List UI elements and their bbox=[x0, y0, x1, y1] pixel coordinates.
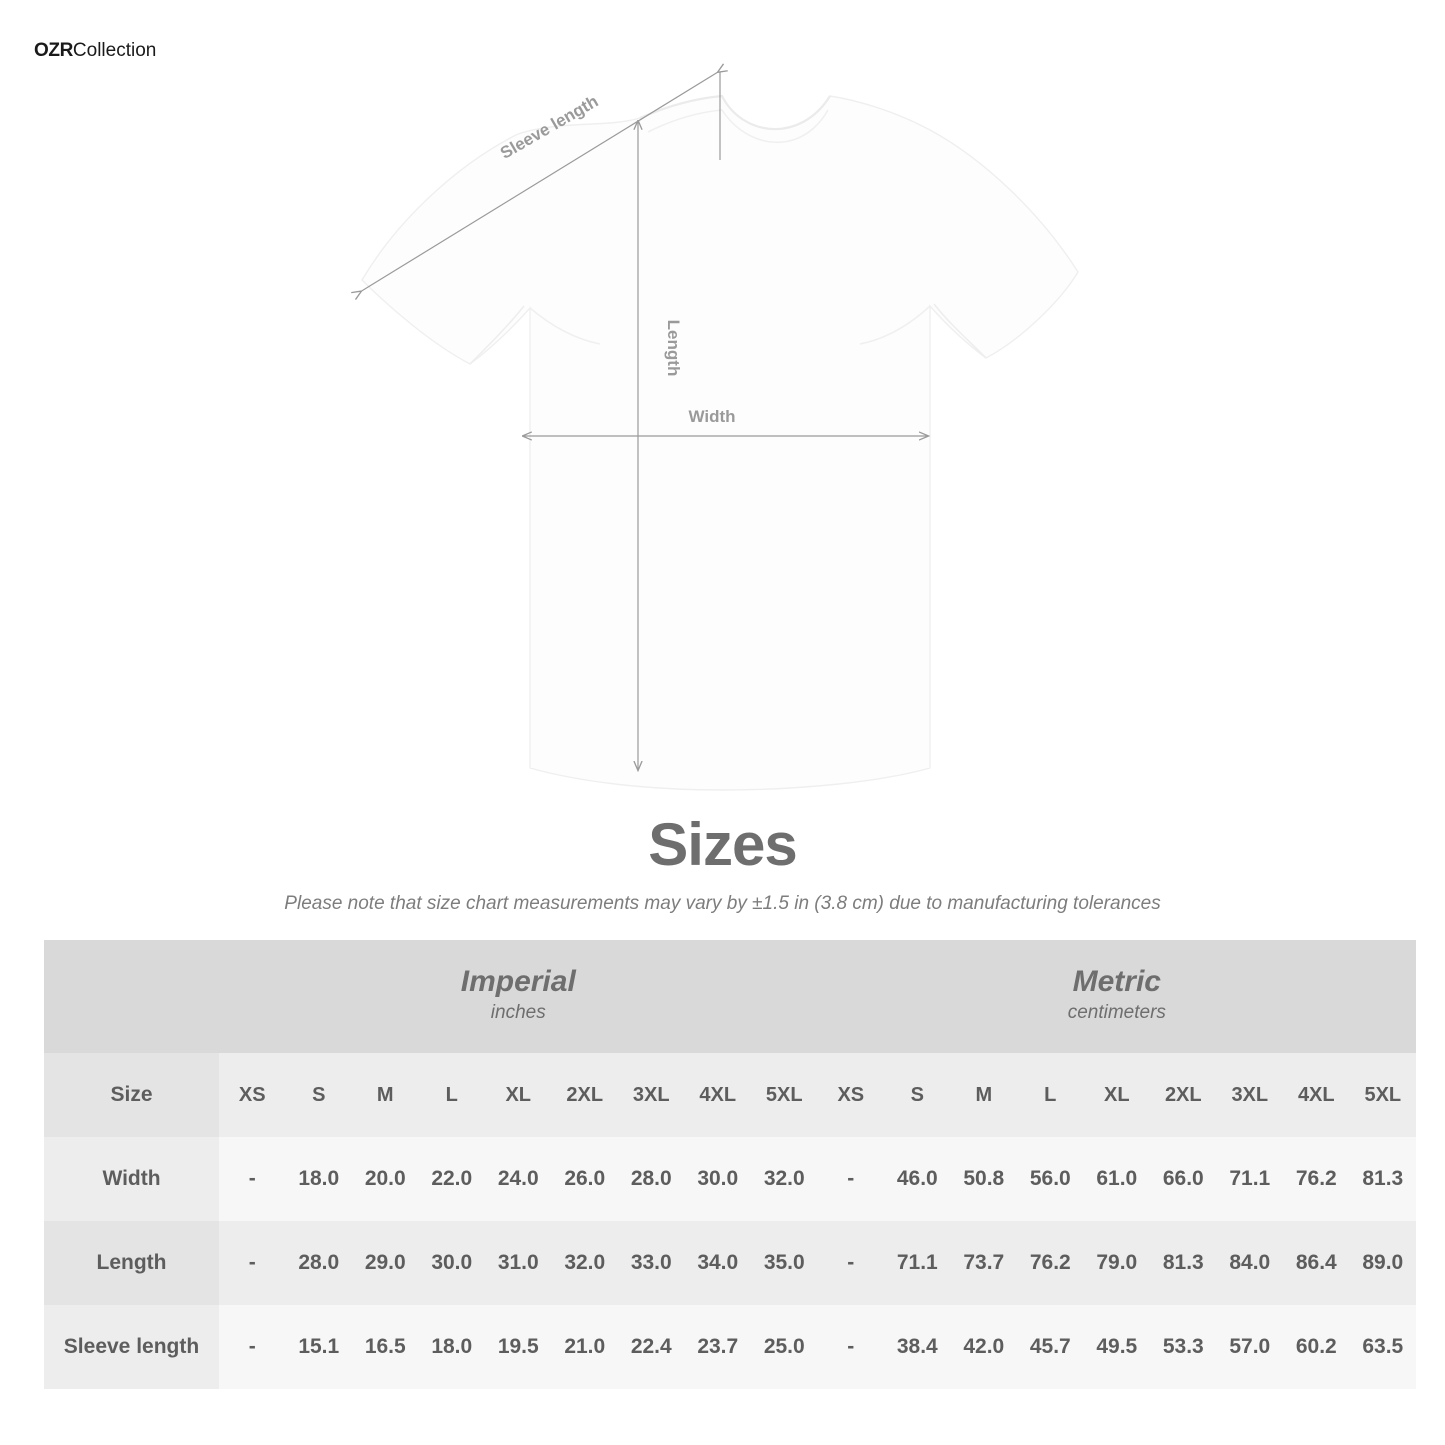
cell-sleeve-imperial-5xl: 25.0 bbox=[751, 1305, 818, 1389]
table-row bbox=[44, 1137, 1416, 1221]
cell-length-imperial-s: 28.0 bbox=[286, 1221, 353, 1305]
metric-subtitle: centimeters bbox=[1067, 1001, 1166, 1023]
cell-width-metric-5xl: 81.3 bbox=[1350, 1137, 1417, 1221]
size-header-metric-s: S bbox=[884, 1053, 951, 1137]
imperial-subtitle: inches bbox=[490, 1001, 546, 1023]
size-header-row bbox=[44, 1053, 1416, 1137]
cell-width-imperial-3xl: 28.0 bbox=[618, 1137, 685, 1221]
cell-length-imperial-2xl: 32.0 bbox=[552, 1221, 619, 1305]
cell-length-metric-xs: - bbox=[818, 1221, 885, 1305]
size-header-imperial-s: S bbox=[286, 1053, 353, 1137]
cell-length-metric-m: 73.7 bbox=[951, 1221, 1018, 1305]
size-header-metric-xl: XL bbox=[1084, 1053, 1151, 1137]
cell-length-metric-4xl: 86.4 bbox=[1283, 1221, 1350, 1305]
size-header-imperial-m: M bbox=[352, 1053, 419, 1137]
cell-width-imperial-s: 18.0 bbox=[286, 1137, 353, 1221]
size-header-imperial-l: L bbox=[419, 1053, 486, 1137]
metric-title: Metric bbox=[1072, 964, 1161, 998]
table-row bbox=[44, 1221, 1416, 1305]
row-label-width: Width bbox=[44, 1137, 219, 1221]
cell-length-imperial-m: 29.0 bbox=[352, 1221, 419, 1305]
cell-width-imperial-xl: 24.0 bbox=[485, 1137, 552, 1221]
cell-sleeve-imperial-2xl: 21.0 bbox=[552, 1305, 619, 1389]
cell-sleeve-metric-xl: 49.5 bbox=[1084, 1305, 1151, 1389]
cell-length-metric-5xl: 89.0 bbox=[1350, 1221, 1417, 1305]
cell-sleeve-metric-s: 38.4 bbox=[884, 1305, 951, 1389]
size-header-metric-5xl: 5XL bbox=[1350, 1053, 1417, 1137]
cell-sleeve-imperial-l: 18.0 bbox=[419, 1305, 486, 1389]
size-chart-table bbox=[44, 940, 1404, 1389]
brand-prefix: OZR bbox=[34, 40, 73, 61]
width-label: Width bbox=[688, 407, 736, 426]
size-header-metric-2xl: 2XL bbox=[1150, 1053, 1217, 1137]
cell-length-metric-2xl: 81.3 bbox=[1150, 1221, 1217, 1305]
tshirt-shape bbox=[362, 96, 1078, 790]
cell-sleeve-imperial-m: 16.5 bbox=[352, 1305, 419, 1389]
size-header-imperial-3xl: 3XL bbox=[618, 1053, 685, 1137]
size-header-imperial-2xl: 2XL bbox=[552, 1053, 619, 1137]
cell-width-metric-xl: 61.0 bbox=[1084, 1137, 1151, 1221]
cell-width-metric-2xl: 66.0 bbox=[1150, 1137, 1217, 1221]
cell-sleeve-imperial-xl: 19.5 bbox=[485, 1305, 552, 1389]
cell-sleeve-metric-5xl: 63.5 bbox=[1350, 1305, 1417, 1389]
size-header-imperial-5xl: 5XL bbox=[751, 1053, 818, 1137]
cell-length-imperial-xl: 31.0 bbox=[485, 1221, 552, 1305]
cell-width-metric-l: 56.0 bbox=[1017, 1137, 1084, 1221]
cell-sleeve-metric-xs: - bbox=[818, 1305, 885, 1389]
cell-length-metric-3xl: 84.0 bbox=[1217, 1221, 1284, 1305]
size-header-label: Size bbox=[44, 1053, 219, 1137]
size-header-metric-4xl: 4XL bbox=[1283, 1053, 1350, 1137]
cell-length-imperial-4xl: 34.0 bbox=[685, 1221, 752, 1305]
cell-sleeve-imperial-3xl: 22.4 bbox=[618, 1305, 685, 1389]
cell-length-imperial-5xl: 35.0 bbox=[751, 1221, 818, 1305]
unit-header-imperial bbox=[219, 940, 818, 1053]
page-title: Sizes bbox=[648, 811, 797, 878]
cell-width-imperial-2xl: 26.0 bbox=[552, 1137, 619, 1221]
cell-length-metric-l: 76.2 bbox=[1017, 1221, 1084, 1305]
cell-width-imperial-5xl: 32.0 bbox=[751, 1137, 818, 1221]
size-header-imperial-xs: XS bbox=[219, 1053, 286, 1137]
cell-length-imperial-xs: - bbox=[219, 1221, 286, 1305]
cell-width-metric-s: 46.0 bbox=[884, 1137, 951, 1221]
unit-header-spacer bbox=[44, 940, 219, 1053]
brand-suffix: Collection bbox=[72, 40, 157, 61]
size-header-metric-m: M bbox=[951, 1053, 1018, 1137]
cell-sleeve-metric-l: 45.7 bbox=[1017, 1305, 1084, 1389]
cell-sleeve-imperial-4xl: 23.7 bbox=[685, 1305, 752, 1389]
length-label: Length bbox=[664, 319, 683, 377]
cell-sleeve-imperial-xs: - bbox=[219, 1305, 286, 1389]
cell-length-imperial-3xl: 33.0 bbox=[618, 1221, 685, 1305]
cell-width-imperial-xs: - bbox=[219, 1137, 286, 1221]
size-header-metric-l: L bbox=[1017, 1053, 1084, 1137]
row-label-sleeve-length: Sleeve length bbox=[44, 1305, 219, 1389]
tshirt-illustration bbox=[0, 40, 1445, 800]
cell-length-metric-xl: 79.0 bbox=[1084, 1221, 1151, 1305]
imperial-title: Imperial bbox=[460, 964, 576, 998]
cell-sleeve-metric-4xl: 60.2 bbox=[1283, 1305, 1350, 1389]
unit-header-row bbox=[44, 940, 1416, 1053]
cell-sleeve-metric-m: 42.0 bbox=[951, 1305, 1018, 1389]
cell-width-metric-xs: - bbox=[818, 1137, 885, 1221]
size-header-imperial-4xl: 4XL bbox=[685, 1053, 752, 1137]
cell-length-imperial-l: 30.0 bbox=[419, 1221, 486, 1305]
size-header-imperial-xl: XL bbox=[485, 1053, 552, 1137]
cell-sleeve-metric-2xl: 53.3 bbox=[1150, 1305, 1217, 1389]
cell-length-metric-s: 71.1 bbox=[884, 1221, 951, 1305]
cell-sleeve-metric-3xl: 57.0 bbox=[1217, 1305, 1284, 1389]
size-header-metric-xs: XS bbox=[818, 1053, 885, 1137]
row-label-length: Length bbox=[44, 1221, 219, 1305]
table-row bbox=[44, 1305, 1416, 1389]
unit-header-metric bbox=[818, 940, 1417, 1053]
cell-width-metric-m: 50.8 bbox=[951, 1137, 1018, 1221]
cell-width-imperial-4xl: 30.0 bbox=[685, 1137, 752, 1221]
size-header-metric-3xl: 3XL bbox=[1217, 1053, 1284, 1137]
sleeve-length-label: Sleeve length bbox=[497, 91, 602, 163]
cell-width-metric-4xl: 76.2 bbox=[1283, 1137, 1350, 1221]
cell-width-imperial-l: 22.0 bbox=[419, 1137, 486, 1221]
cell-width-imperial-m: 20.0 bbox=[352, 1137, 419, 1221]
cell-sleeve-imperial-s: 15.1 bbox=[286, 1305, 353, 1389]
cell-width-metric-3xl: 71.1 bbox=[1217, 1137, 1284, 1221]
tolerance-note: Please note that size chart measurements may vary by ±1.5 in (3.8 cm) due to manufacturing tolerances bbox=[284, 893, 1161, 914]
